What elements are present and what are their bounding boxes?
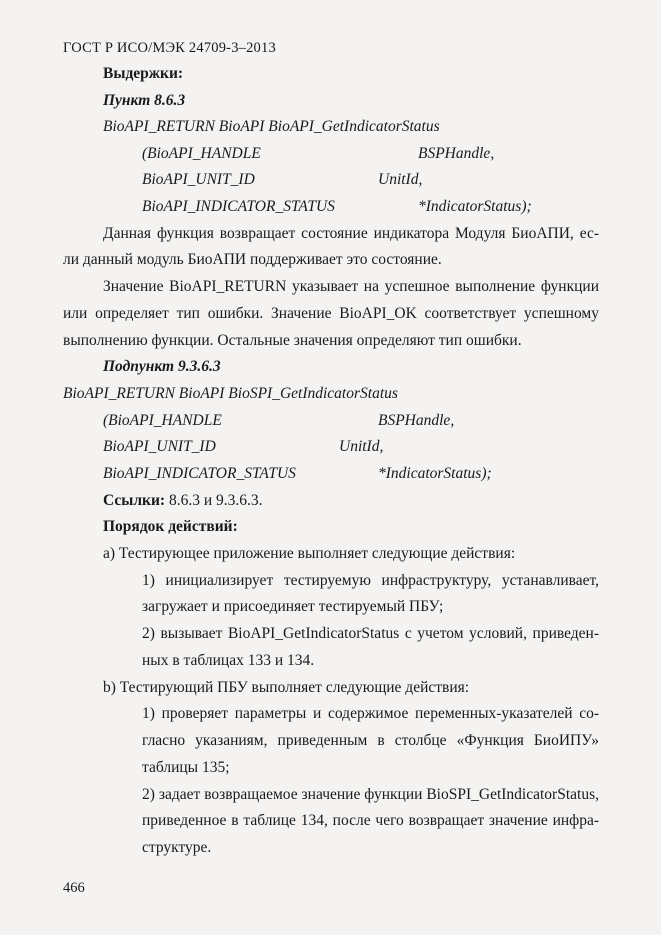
description-line: Данная функция возвращает состояние индикатора Модуля БиоАПИ, ес-: [103, 225, 599, 242]
item-heading: Пункт 8.6.3: [103, 92, 186, 109]
step-b2-line: структуре.: [142, 839, 212, 856]
param-name: UnitId,: [378, 171, 423, 188]
step-b2-line: 2) задает возвращаемое значение функции BioSPI_GetIndicatorStatus,: [142, 786, 599, 803]
step-b1-line: таблицы 135;: [142, 759, 230, 776]
description-line: ли данный модуль БиоАПИ поддерживает это состояние.: [63, 251, 442, 268]
step-b2-line: приведенное в таблице 134, после чего возвращает значение инфра-: [142, 812, 599, 829]
subitem-heading: Подпункт 9.3.6.3: [103, 358, 221, 375]
step-b1-line: гласно указаниям, приведенным в столбце «Функция БиоИПУ»: [142, 732, 599, 749]
step-a1-line: загружает и присоединяет тестируемый ПБУ;: [142, 598, 444, 615]
param-type: BioAPI_UNIT_ID: [142, 171, 255, 188]
page-number: 466: [63, 880, 85, 896]
spi-param-type: (BioAPI_HANDLE: [103, 412, 222, 429]
param-row: [142, 145, 261, 163]
return-line: Значение BioAPI_RETURN указывает на успешное выполнение функции: [103, 278, 599, 295]
param-type: (BioAPI_HANDLE: [142, 145, 261, 162]
return-line: или определяет тип ошибки. Значение BioAPI_OK соответствует успешному: [63, 305, 599, 322]
step-b: b) Тестирующий ПБУ выполняет следующие действия:: [103, 679, 470, 696]
param-name: *IndicatorStatus);: [418, 198, 532, 215]
spi-param-type: BioAPI_UNIT_ID: [103, 438, 216, 455]
param-name: BSPHandle,: [418, 145, 495, 162]
spi-param-name: BSPHandle,: [378, 412, 455, 429]
spi-param-type: BioAPI_INDICATOR_STATUS: [103, 465, 296, 482]
references-value: 8.6.3 и 9.3.6.3.: [165, 492, 263, 509]
document-header: ГОСТ Р ИСО/МЭК 24709-3–2013: [63, 40, 276, 56]
references-label: Ссылки:: [103, 492, 166, 509]
param-type: BioAPI_INDICATOR_STATUS: [142, 198, 335, 215]
step-b1-line: 1) проверяет параметры и содержимое переменных-указателей со-: [142, 705, 599, 722]
spi-param-name: UnitId,: [339, 438, 384, 455]
procedure-title: Порядок действий:: [103, 518, 238, 535]
step-a2-line: 2) вызывает BioAPI_GetIndicatorStatus с учетом условий, приведен-: [142, 625, 599, 642]
references-line: [103, 492, 263, 510]
spi-signature: BioAPI_RETURN BioAPI BioSPI_GetIndicatorStatus: [63, 385, 398, 402]
function-signature: BioAPI_RETURN BioAPI BioAPI_GetIndicatorStatus: [103, 118, 440, 135]
step-a: а) Тестирующее приложение выполняет следующие действия:: [103, 545, 516, 562]
section-title: Выдержки:: [103, 65, 184, 82]
return-line: выполнению функции. Остальные значения определяют тип ошибки.: [63, 332, 522, 349]
spi-param-name: *IndicatorStatus);: [378, 465, 492, 482]
step-a2-line: ных в таблицах 133 и 134.: [142, 652, 315, 669]
step-a1-line: 1) инициализирует тестируемую инфраструктуру, устанавливает,: [142, 572, 599, 589]
